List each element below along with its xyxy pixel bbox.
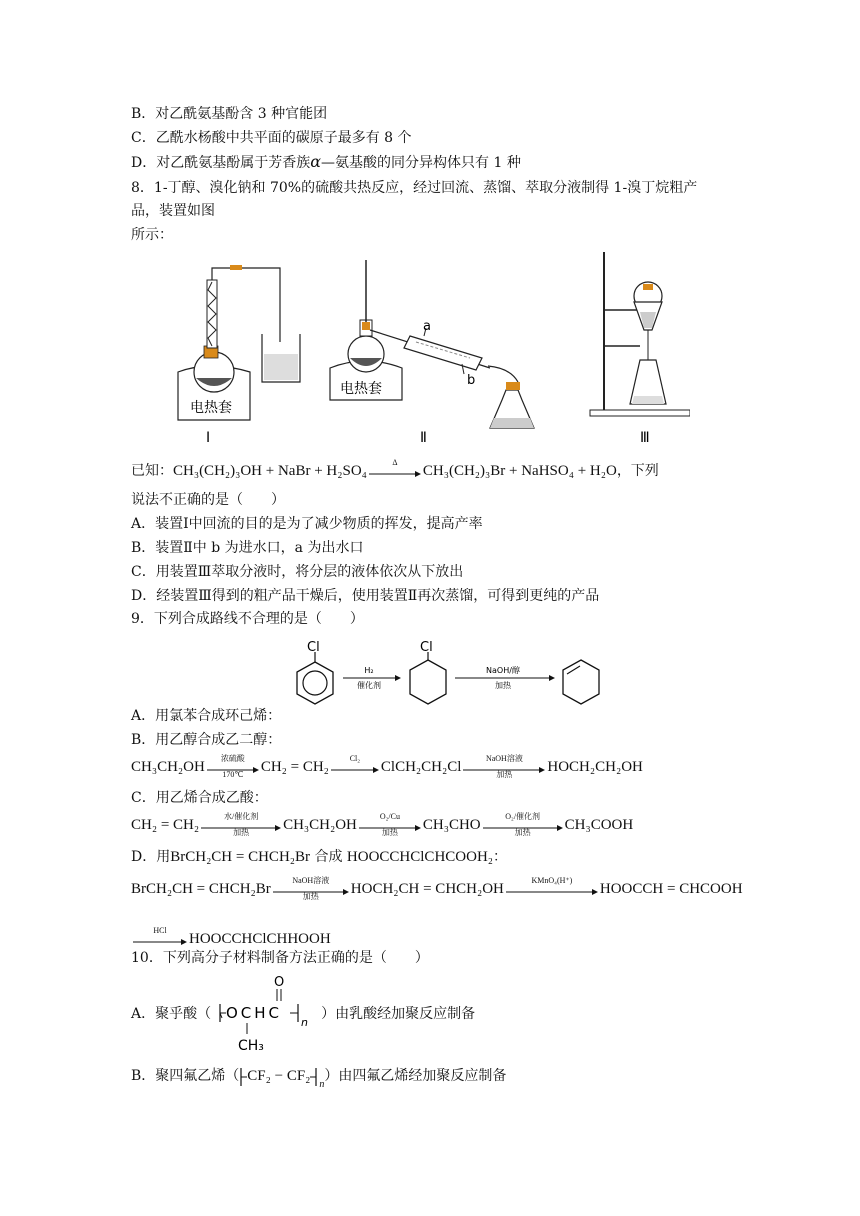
route-c-a3-bot: 加热 bbox=[514, 827, 531, 837]
route-b-a3-top: NaOH溶液 bbox=[485, 753, 523, 763]
route-b-a3-bot: 加热 bbox=[496, 769, 513, 779]
known-cond: Δ bbox=[392, 457, 398, 467]
scheme-a-arrow-1 bbox=[343, 666, 401, 690]
route-c-s4: CH₃COOH bbox=[564, 817, 634, 833]
cl-label-1: Cl bbox=[307, 640, 320, 655]
q9-option-d bbox=[131, 847, 507, 867]
route-d-a2-top: KMnO₄(H⁺) bbox=[531, 875, 573, 885]
route-c-arrow-3 bbox=[483, 811, 563, 837]
n-subscript-a: n bbox=[301, 1016, 308, 1029]
arrow2-bot: 加热 bbox=[495, 681, 511, 690]
route-c-arrow-2 bbox=[359, 811, 421, 837]
route-c-a1-bot: 加热 bbox=[233, 827, 250, 837]
apparatus-label-3: Ⅲ bbox=[640, 430, 650, 446]
arrow1-top: H₂ bbox=[364, 666, 374, 675]
q7-option-d bbox=[131, 152, 521, 173]
route-b-a1-top: 浓硫酸 bbox=[220, 753, 245, 763]
apparatus-label-2: Ⅱ bbox=[420, 430, 427, 446]
route-d-s3: HOOCCH = CHCOOH bbox=[599, 881, 743, 897]
separatory-apparatus-3 bbox=[590, 252, 690, 446]
q9-stem: 9．下列合成路线不合理的是（ ） bbox=[131, 611, 364, 627]
ptfe-unit bbox=[239, 1066, 325, 1090]
heater-label-2: 电热套 bbox=[340, 381, 382, 397]
q9-d-pre: D．用 bbox=[131, 849, 171, 865]
q9-option-c: C．用乙烯合成乙酸： bbox=[131, 790, 268, 806]
q10-option-b bbox=[131, 1066, 507, 1090]
port-a-label: a bbox=[423, 319, 431, 334]
methyl-group: CH₃ bbox=[238, 1038, 264, 1054]
known-reaction bbox=[131, 457, 659, 483]
known-label: 已知： bbox=[131, 463, 173, 479]
cyclohexene-structure bbox=[563, 660, 599, 704]
port-b-label: b bbox=[467, 373, 476, 388]
q8-option-b: B．装置Ⅱ中 b 为进水口，a 为出水口 bbox=[131, 540, 364, 556]
chlorocyclohexane-structure bbox=[410, 640, 446, 704]
q7-option-c: C．乙酰水杨酸中共平面的碳原子最多有 8 个 bbox=[131, 130, 412, 146]
q9-d-to: HOOCCHClCHCOOH₂ bbox=[346, 849, 494, 865]
carbonyl-o: O bbox=[274, 975, 285, 990]
ptfe-repeat-unit: CF₂ − CF₂ bbox=[247, 1068, 311, 1084]
route-c-s3: CH₃CHO bbox=[422, 817, 481, 833]
q9-d-mid: 合成 bbox=[314, 849, 343, 865]
route-c-s1: CH₂ = CH₂ bbox=[131, 817, 200, 833]
distillation-apparatus-2 bbox=[330, 260, 534, 446]
route-d-a3-top: HCl bbox=[153, 925, 167, 935]
known-arrow bbox=[369, 457, 421, 483]
route-c-a1-top: 水/催化剂 bbox=[223, 811, 259, 821]
q9-option-b: B．用乙醇合成乙二醇： bbox=[131, 732, 282, 748]
q7-option-d-post: —氨基酸的同分异构体只有 1 种 bbox=[321, 155, 521, 171]
chain-text: OCHC bbox=[226, 1004, 283, 1022]
q7-option-d-pre: D．对乙酰氨基酚属于芳香族 bbox=[131, 155, 311, 171]
route-c-s2: CH₃CH₂OH bbox=[283, 817, 357, 833]
q8-option-a: A．装置Ⅰ中回流的目的是为了减少物质的挥发，提高产率 bbox=[131, 516, 483, 532]
q10-stem: 10．下列高分子材料制备方法正确的是（ ） bbox=[131, 950, 429, 966]
scheme-a-arrow-2 bbox=[455, 665, 555, 690]
q9-d-end: ： bbox=[493, 849, 508, 865]
route-d-a1-bot: 加热 bbox=[302, 891, 319, 901]
q8-option-c: C．用装置Ⅲ萃取分液时，将分层的液体依次从下放出 bbox=[131, 564, 464, 580]
route-d-a1-top: NaOH溶液 bbox=[292, 875, 330, 885]
polylactic-acid-structure bbox=[218, 970, 328, 1054]
apparatus-label-1: Ⅰ bbox=[206, 430, 211, 446]
q7-option-b: B．对乙酰氨基酚含 3 种官能团 bbox=[131, 106, 328, 122]
q8-stem: 说法不正确的是（ ） bbox=[131, 492, 285, 508]
route-d-s1: BrCH₂CH = CHCH₂Br bbox=[131, 881, 271, 897]
known-right: CH₃(CH₂)₃Br + NaHSO₄ + H₂O bbox=[422, 463, 617, 479]
arrow1-bot: 催化剂 bbox=[357, 681, 381, 690]
route-d-s4: HOOCCHClCHHOOH bbox=[189, 931, 331, 947]
heater-label-1: 电热套 bbox=[190, 400, 232, 416]
chlorobenzene-structure bbox=[297, 640, 333, 704]
alpha-symbol: α bbox=[310, 152, 322, 171]
q9-option-a: A．用氯苯合成环己烯： bbox=[131, 708, 282, 724]
route-d bbox=[131, 875, 743, 901]
route-d-arrow-2 bbox=[506, 875, 598, 901]
route-c-arrow-1 bbox=[201, 811, 281, 837]
route-c-a3-top: O₂/催化剂 bbox=[505, 811, 541, 821]
route-d-s2: HOCH₂CH = CHCH₂OH bbox=[350, 881, 504, 897]
scheme-a-figure bbox=[285, 640, 625, 720]
route-c-a2-bot: 加热 bbox=[381, 827, 398, 837]
q9-d-from: BrCH₂CH = CHCH₂Br bbox=[170, 849, 311, 865]
n-subscript-b: n bbox=[319, 1079, 325, 1090]
route-b-s2: CH₂ = CH₂ bbox=[260, 759, 329, 775]
route-b-a2-top: Cl₂ bbox=[349, 753, 361, 763]
q10-b-post: ）由四氟乙烯经加聚反应制备 bbox=[324, 1068, 507, 1084]
q10-a-pre: A．聚乎酸（ bbox=[131, 1006, 212, 1022]
route-b-s4: HOCH₂CH₂OH bbox=[547, 759, 643, 775]
route-c-a2-top: O₂/Cu bbox=[379, 811, 400, 821]
route-b bbox=[131, 753, 643, 779]
known-left: CH₃(CH₂)₃OH + NaBr + H₂SO₄ bbox=[173, 463, 367, 479]
route-b-arrow-2 bbox=[331, 753, 379, 779]
route-b-arrow-3 bbox=[463, 753, 545, 779]
route-b-a1-bot: 170℃ bbox=[222, 769, 244, 779]
reflux-apparatus-1 bbox=[178, 265, 300, 446]
route-b-s1: CH₃CH₂OH bbox=[131, 759, 205, 775]
cl-label-2: Cl bbox=[420, 640, 433, 655]
q8-option-d: D．经装置Ⅲ得到的粗产品干燥后，使用装置Ⅱ再次蒸馏，可得到更纯的产品 bbox=[131, 588, 600, 604]
arrow2-top: NaOH/醇 bbox=[486, 666, 520, 675]
q10-a-post: ）由乳酸经加聚反应制备 bbox=[321, 1006, 476, 1022]
route-b-arrow-1 bbox=[207, 753, 259, 779]
route-c bbox=[131, 811, 634, 837]
route-d-arrow-1 bbox=[273, 875, 349, 901]
q8-stem-line1: 8．1-丁醇、溴化钠和 70%的硫酸共热反应，经过回流、蒸馏、萃取分液制得 1-溴丁烷粗产 bbox=[131, 180, 698, 196]
route-b-s3: ClCH₂CH₂Cl bbox=[380, 759, 462, 775]
apparatus-figure bbox=[170, 250, 690, 450]
q8-stem-line3: 所示： bbox=[131, 227, 173, 243]
known-tail: ，下列 bbox=[616, 463, 659, 479]
q10-b-pre: B．聚四氟乙烯（ bbox=[131, 1068, 240, 1084]
q8-stem-line2: 品，装置如图 bbox=[131, 203, 215, 219]
